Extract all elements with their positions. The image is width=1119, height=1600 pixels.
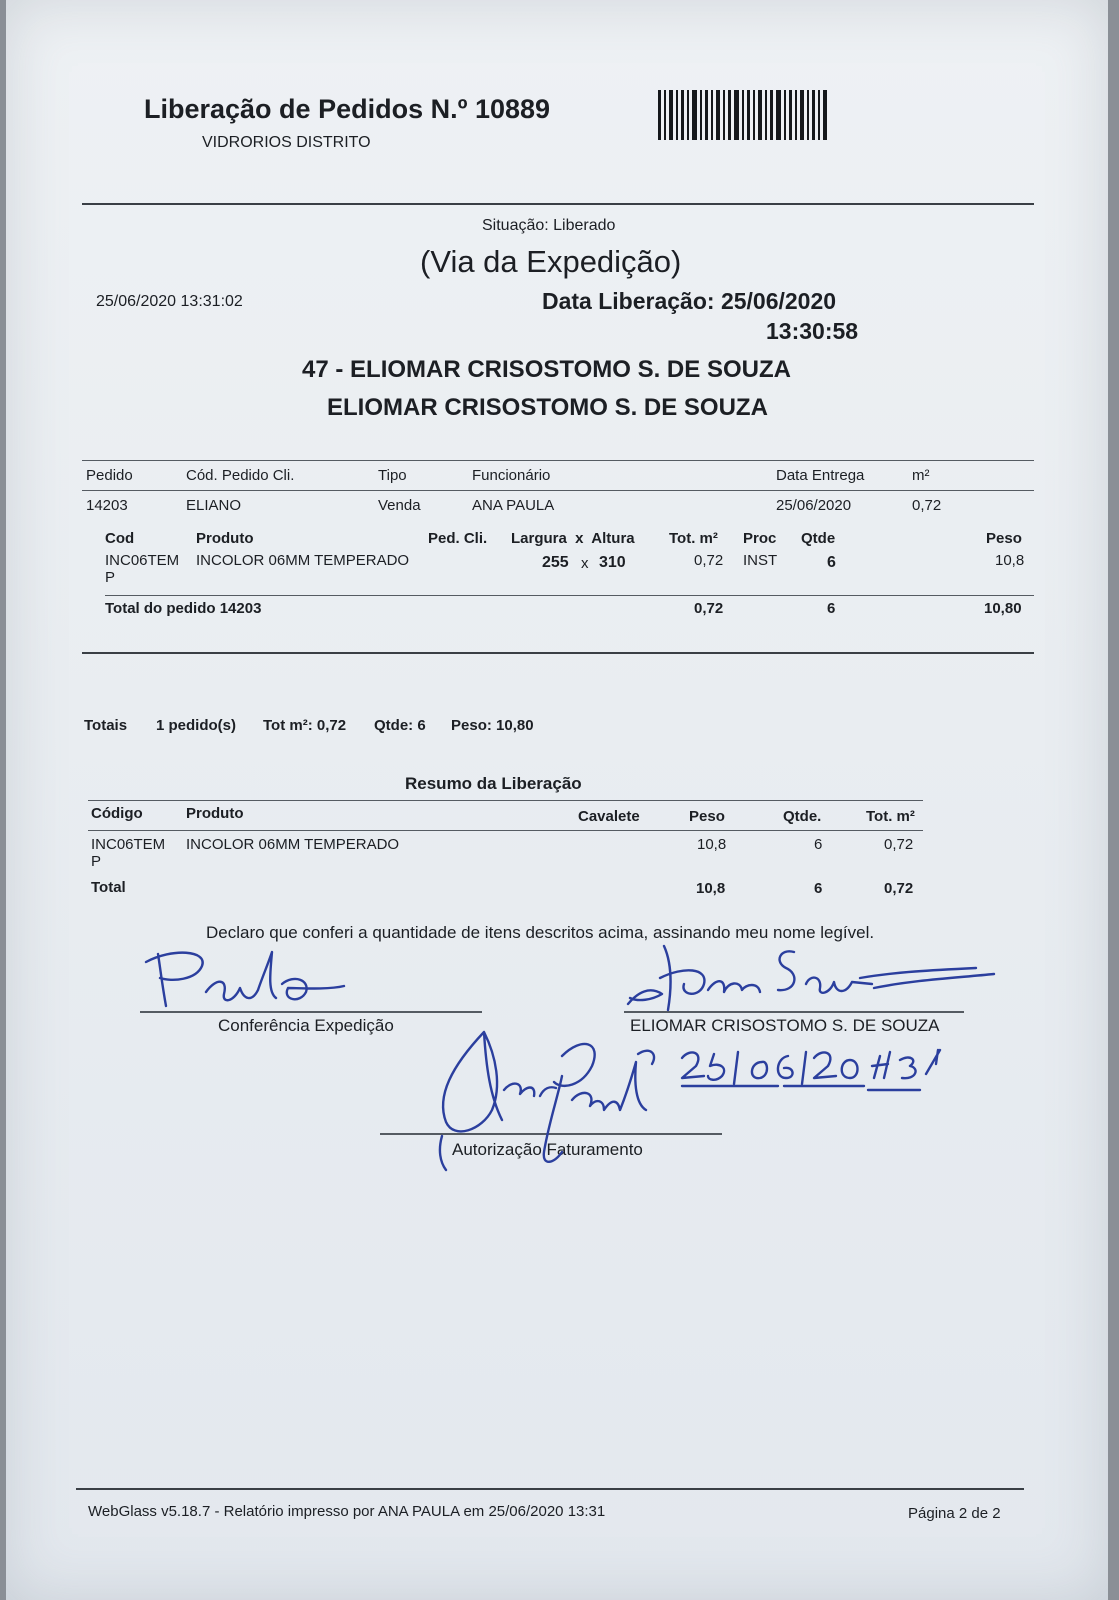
order-total-peso: 10,80: [984, 600, 1022, 617]
order-total-m2: 0,72: [694, 600, 724, 617]
status-text: Situação: Liberado: [482, 217, 616, 234]
summary-header-line: [88, 830, 923, 831]
item-header-proc: Proc: [743, 530, 777, 547]
handwritten-signature-right: [624, 938, 1002, 1018]
order-table-bottom-line: [82, 652, 1034, 654]
item-qtde: 6: [827, 554, 836, 571]
order-funcionario: ANA PAULA: [472, 497, 555, 514]
release-date: Data Liberação: 25/06/2020: [542, 288, 837, 314]
order-pedido: 14203: [86, 497, 128, 514]
order-cod-pedido-cli: ELIANO: [186, 497, 242, 514]
order-data-entrega: 25/06/2020: [776, 497, 852, 514]
order-header-pedido: Pedido: [86, 467, 133, 484]
item-header-ped-cli: Ped. Cli.: [428, 530, 488, 547]
item-cod-line2: P: [105, 569, 116, 586]
totals-m2: Tot m²: 0,72: [263, 717, 347, 734]
order-total-qtde: 6: [827, 600, 836, 617]
summary-top-line: [88, 800, 923, 801]
item-altura: 310: [599, 554, 626, 571]
release-time: 13:30:58: [766, 318, 859, 344]
order-total-label: Total do pedido 14203: [105, 600, 262, 617]
totals-label: Totais: [84, 717, 128, 734]
item-cod-line1: INC06TEM: [105, 552, 180, 569]
item-largura: 255: [542, 554, 569, 571]
footer-divider: [76, 1488, 1024, 1490]
summary-total-peso: 10,8: [696, 880, 726, 897]
signature-caption-left: Conferência Expedição: [218, 1016, 394, 1035]
totals-pedidos: 1 pedido(s): [156, 717, 237, 734]
summary-header-cavalete: Cavalete: [578, 808, 640, 825]
summary-title: Resumo da Liberação: [405, 774, 582, 793]
summary-header-peso: Peso: [689, 808, 725, 825]
client-name: ELIOMAR CRISOSTOMO S. DE SOUZA: [327, 394, 768, 421]
page-number: Página 2 de 2: [908, 1505, 1001, 1522]
item-header-peso: Peso: [986, 530, 1022, 547]
barcode-icon: [658, 90, 830, 140]
totals-qtde: Qtde: 6: [374, 717, 426, 734]
handwritten-date-time: [674, 1044, 964, 1102]
declaration-text: Declaro que conferi a quantidade de itens descritos acima, assinando meu nome legível.: [206, 923, 875, 942]
signature-caption-bottom: Autorização Faturamento: [452, 1140, 643, 1159]
totals-peso: Peso: 10,80: [451, 717, 534, 734]
item-proc: INST: [743, 552, 778, 569]
order-header-funcionario: Funcionário: [472, 467, 551, 484]
footer-report-info: WebGlass v5.18.7 - Relatório impresso por ANA PAULA em 25/06/2020 13:31: [88, 1503, 606, 1520]
summary-header-produto: Produto: [186, 805, 244, 822]
order-header-line: [82, 490, 1034, 491]
document-title: Liberação de Pedidos N.º 10889: [144, 94, 551, 124]
summary-qtde: 6: [814, 836, 823, 853]
summary-total-qtde: 6: [814, 880, 823, 897]
item-header-produto: Produto: [196, 530, 254, 547]
item-total-line: [105, 595, 1034, 596]
item-header-largura-altura: Largura x Altura: [511, 530, 635, 547]
header-divider: [82, 203, 1034, 205]
summary-produto: INCOLOR 06MM TEMPERADO: [186, 836, 400, 853]
item-header-cod: Cod: [105, 530, 135, 547]
summary-tot-m2: 0,72: [884, 836, 914, 853]
client-code-name: 47 - ELIOMAR CRISOSTOMO S. DE SOUZA: [302, 356, 791, 383]
order-header-data-entrega: Data Entrega: [776, 467, 865, 484]
order-tipo: Venda: [378, 497, 421, 514]
order-header-cod-pedido-cli: Cód. Pedido Cli.: [186, 467, 295, 484]
item-tot-m2: 0,72: [694, 552, 724, 569]
company-name: VIDRORIOS DISTRITO: [202, 134, 371, 151]
document-page: [6, 0, 1108, 1600]
summary-header-codigo: Código: [91, 805, 143, 822]
order-header-tipo: Tipo: [378, 467, 407, 484]
summary-codigo-line2: P: [91, 853, 102, 870]
item-produto: INCOLOR 06MM TEMPERADO: [196, 552, 410, 569]
order-header-m2: m²: [912, 467, 930, 484]
print-timestamp: 25/06/2020 13:31:02: [96, 293, 243, 310]
summary-header-tot-m2: Tot. m²: [866, 808, 915, 825]
order-table-top-line: [82, 460, 1034, 461]
signature-caption-right: ELIOMAR CRISOSTOMO S. DE SOUZA: [630, 1016, 940, 1035]
item-header-tot-m2: Tot. m²: [669, 530, 718, 547]
summary-total-label: Total: [91, 879, 126, 896]
item-peso: 10,8: [995, 552, 1025, 569]
handwritten-signature-bottom: [432, 1026, 672, 1176]
item-x: x: [581, 555, 589, 572]
handwritten-signature-left: [132, 944, 362, 1016]
summary-peso: 10,8: [697, 836, 727, 853]
copy-type: (Via da Expedição): [420, 244, 682, 279]
order-m2: 0,72: [912, 497, 942, 514]
item-header-qtde: Qtde: [801, 530, 836, 547]
summary-codigo-line1: INC06TEM: [91, 836, 166, 853]
summary-total-tot-m2: 0,72: [884, 880, 914, 897]
summary-header-qtde: Qtde.: [783, 808, 822, 825]
